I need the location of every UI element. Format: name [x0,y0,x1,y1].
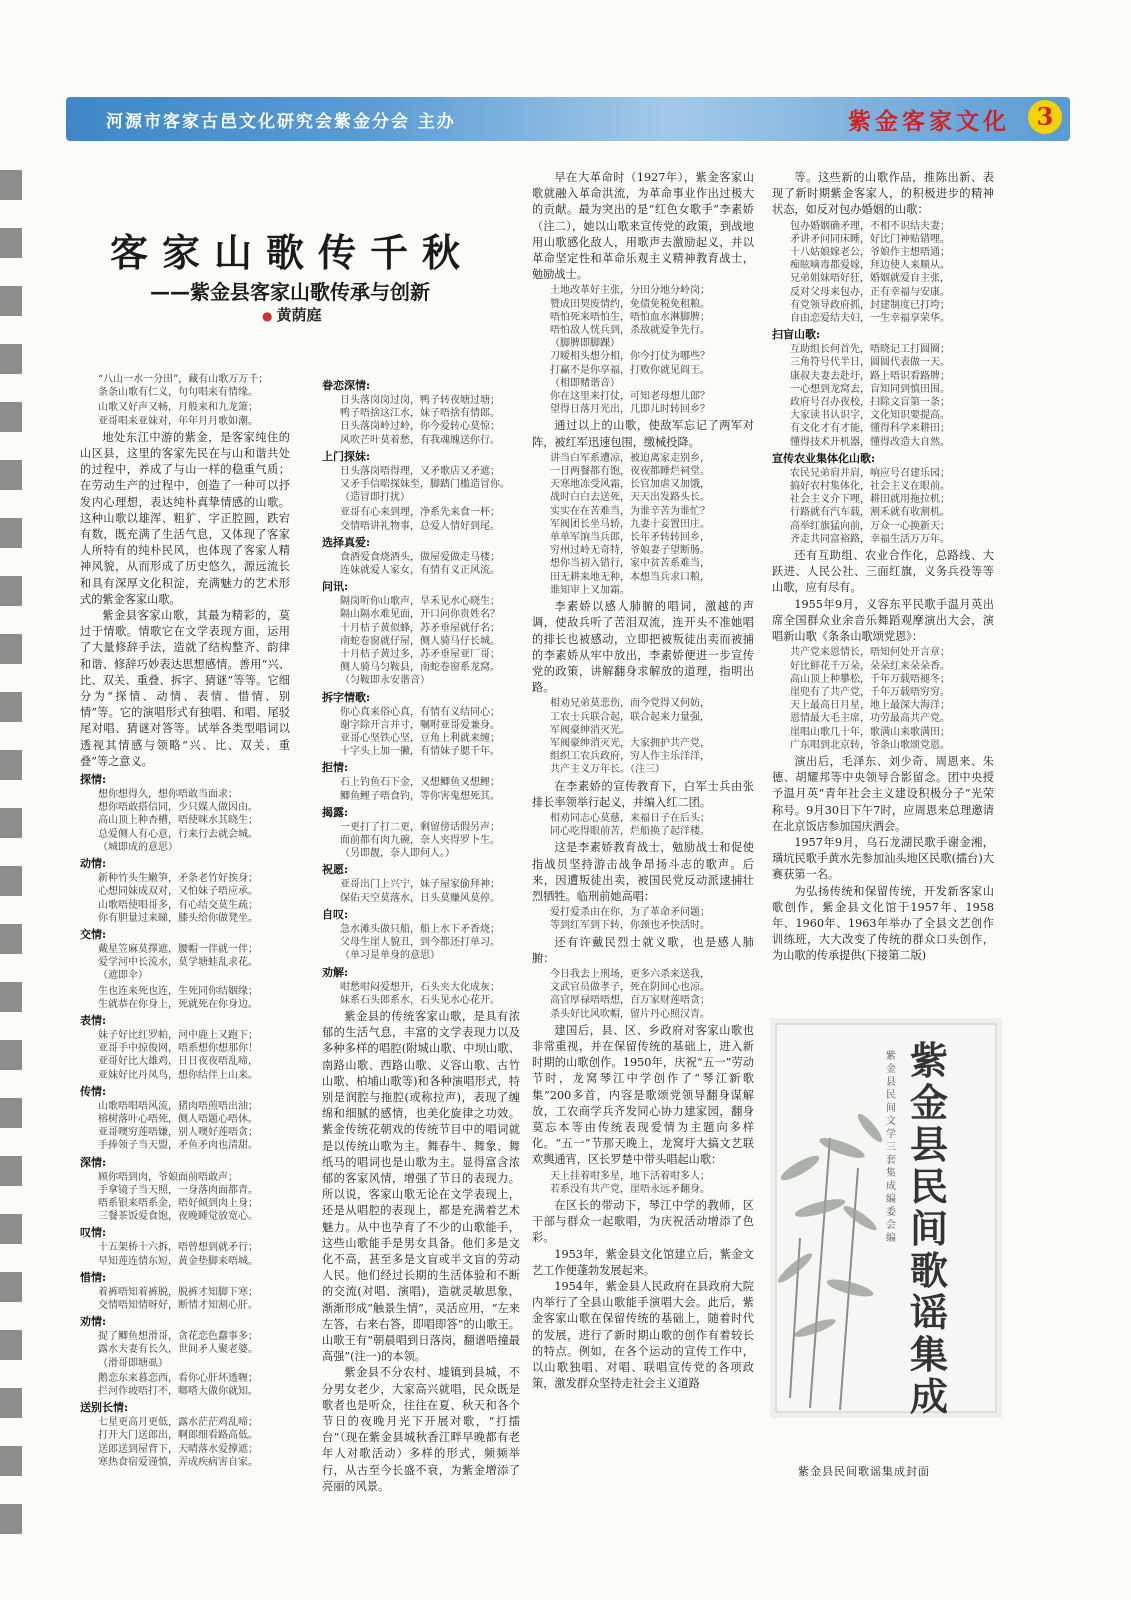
section-heading: 祝愿: [322,863,349,877]
section-heading: 自叹: [322,907,349,921]
cover-caption: 紫金县民间歌谣集成封面 [798,1465,930,1478]
text-column-2 [322,376,520,1495]
cover-title: 紫金县民间歌谣集成 [910,1038,949,1419]
paragraph: 紫金县的传统客家山歌，是具有浓郁的生活气息，丰富的文学表现力以及多种多样的唱腔(附城山歌、中坝山歌、南路山歌、西路山歌、义容山歌、古竹山歌、柏埔山歌等)和各种演唱形式，特别是润腔与拖腔(或称拉声)，表现了缠绵和细腻的感情，也美化旋律之功效。紫金传统花朝戏的传统节目中的唱词就是以传统山歌为主。舞春牛、舞象、舞纸马的唱词也是山歌为主。显得富含浓郁的客家风情，增强了节日的表现力。所以说，客家山歌无论在文学表现上，还是从唱腔的表现上，都是充满着艺术魅力。从中也孕育了不少的山歌能手，这些山歌能手是男女具备。他们多是文化不高，甚至多是文盲或半文盲的劳动人民。他们经过长期的生活体验和不断的交流(对唱、演唱)，造就灵敏思象，渐渐形成“触景生情”，灵活应用，“左来左答，右来右答，即唱即答”的山歌王。山歌王有“朝晨唱到日落岗，翻谱唔撞最高强”(注一)的本领。 [322,1009,520,1364]
paragraph: 1955年9月，义容东平民歌手温月英出席全国群众业余音乐舞蹈观摩演出大会，演唱新山歌《条条山歌颂党恩》： [772,597,994,644]
section-heading: 交情: [80,927,107,941]
section-heading: 眷恋深情: [322,379,371,392]
verse: 鹅恋东来暮恋西，看你心肝坏透喱； 拦河作坡唔打不，啷嗒大做你就知。 [98,1372,258,1397]
verse: 生也连来死也连，生死同你结姻缘； 生就恭在你身上，死就死在你身边。 [98,985,258,1010]
verse: 土地改革好主张，分田分地分岭岗； 赞成田契废情约，免债免税免租粮。 唔怕死来唔怕生，唔怕血水淋脚脾； 唔怕敌人恍兵到，杀敌就爱争先行。 （脚脾即脚踝） 刀嗳相头想分相，你今打仗为哪些？ 打赢不是你享福，打败你就见阎王。 （相即赌谐音） 你在这里来打仗，可知老母想儿郎？ 望得日落月光出，几即儿时转回乡？ [550,285,710,416]
verse: 你心真来俗心真，有情有义结同心； 谢字除开言并寸，嘱咐亚哥爱兼身。 亚哥心坚铁心坚，豆角上利就来缠； 十字头上加一撇，有情妹子腮千年。 [340,706,500,758]
section-heading: 叹情: [80,1226,107,1240]
header-section-title: 紫金客家文化 [848,108,1010,135]
paragraph: 在李素娇的宣传教育下，白军士兵由张排长率领举行起义，并编入红二团。 [532,779,754,809]
verse: 亚哥出门上兴宁，妹子屋家偷拜神； 保佑天空莫落水，日头莫赚风莫停。 [340,879,500,904]
author-name: 黄荫庭 [276,306,322,324]
section-heading: 宣传农业集体化山歌: [772,451,876,465]
article-author [262,304,322,325]
verse: 着裤唔知着裤脱，脱裤才知脚下寒； 交情唔知情呀好，断情才知割心肝。 [98,1286,258,1311]
paragraph: 通过以上的山歌，使敌军忘记了两军对阵，被红军迅速包围，缴械投降。 [532,419,754,449]
verse: “八山一水一分田”，藏有山歌万万千； 条条山歌有仁义，句句唱来有情缘。 [98,374,269,399]
text-column-3 [532,170,754,1392]
paragraph: 地处东江中游的紫金，是客家纯住的山区县，这里的客家先民在与山和谐共处的过程中，养成了与山一样的稳重气质；在劳动生产的过程中，创造了一种可以抒发内心理想，表达纯朴真挚情感的山歌。这种山歌以雄浑、粗犷、字正腔圆，跌宕有数，既充满了生活气息，又体现了客家人所特有的纯朴民风，也体现了客家人精神风貌，从而形成了历史悠久，源远流长和具有深厚文化积淀，充满魅力的艺术形式的紫金客家山歌。 [80,430,290,606]
verse: 相劝兄弟莫悲伤，而今党得又何妨， 工农士兵联合起，联合起来力量强， 军阀豪绅消灭光。 军阀豪绅消灭光，大家拥护共产党， 组织工农兵政府，穷人作主乐洋洋， 共产主义万年长。（注三） [550,698,710,776]
verse: 日头落岗唔得理，又矛歌店又矛遮； 又矛手信啱探妹至，脚踏门槛造冒你。 （造冒即打扰） [340,465,510,504]
verse: 隔岗听你山歌声，旱禾见水心晓生； 隔山隔水难见面，开口问你贵姓名？ 十月桔子黄似蜂，苏矛垂屋就仔名； 南蛇卷窗就仔屋，侧人骑马仔长城。 十月桔子黄过多，苏矛垂屋亚厂哥； 侧人骑马匀鞍县，南蛇卷窗系龙窝。 （匀鞍即永安谐音） [340,596,500,687]
bullet-icon: ● [262,309,273,323]
verse: 互助组长何首先，唔晓记工打圆圈； 三角符号代半日，圆圆代表做一天。 康叔夫妻去赴圩，路上唔识看路牌； 一心想到龙窝去，盲知同到慎田围。 政府号召办夜校，扫除文盲第一条； 大家读书认识字，文化知识要提高。 有文化才有才能，懂得科学来耕田； 懂得技术开机器，懂得改造大自然。 [790,344,950,448]
verse: 天上挂着咁多星，地下活着咁多人； 若系没有共产党，崖唔永远矛翻身。 [550,1170,710,1195]
paragraph: 为弘扬传统和保留传统，开发新客家山歌创作，紫金县文化馆于1957年、1958年、1960年、1963年举办了全县文艺创作训练班，大大改变了传统的群众口头创作，为山歌的传承提供(下接第二版) [772,884,994,963]
section-heading: 选择真爱: [322,535,371,549]
section-heading: 动情: [80,857,107,871]
paragraph: 演出后，毛泽东、刘少奇、周恩来、朱德、胡耀邦等中央领导合影留念。团中央授予温月英“青年社会主义建设积极分子”光荣称号。9月30日下午7时，应周恩来总理邀请在北京饭店参加国庆酒会。 [772,754,994,833]
paragraph: 这是李素娇教育战士，勉励战士和促使指战员坚持游击战争昂扬斗志的歌声。后来，因遭叛徒出卖，被国民党反动派逮捕壮烈牺牲。临刑前她高唱： [532,841,754,903]
text-column-4 [772,170,994,965]
section-heading: 扫盲山歌: [772,328,821,342]
verse: 包办婚姻确矛理，不相不识结夫妻； 矛讲矛问同床睡，好比门神贴错哩。 十八姑娘嫁老公，爷娘作主想唔通； 痴眩嘀毒都爱嫁，拜边使人来顺从。 兄弟姐妹唔好狂，婚姻就爱自主张， 反对父母来包办，正有幸福与安康。 有党领导政府抓，封建制度已打垮； 自由恋爱结夫妇，一生幸福享荣华。 [790,220,950,325]
paragraph: 还有许戴民烈士就义歌，也是感人肺腑： [532,935,754,965]
verse: 食酒爱食烧酒头，做屋爱做走马楼； 连妹就爱人家女，有情有义正风流。 [340,551,500,577]
verse: 一更打了打二更，剩留傍话假另声； 面前都有肉九碗，奈人夹得罗卜生。 （另即靓，奈人即何人。） [340,821,500,860]
section-heading: 送别长情: [80,1401,129,1415]
section-heading: 劝情: [80,1315,107,1329]
verse: 爱打爱杀由在你，为了革命矛问题； 等到红军到下转，你颈也矛快活时。 [550,907,710,932]
section-heading: 拆字情歌: [322,690,371,704]
verse: 日头落岗岗过岗，鸭子转夜塘过塘； 鸭子唔捨这江水，妹子唔捨有情郎。 日头落岗岭过岭，你今爱转心莫惊； 风吹芒叶莫着愁，有我魂魄送你行。 [340,395,500,446]
verse: 农民兄弟肩并肩，响应号召建乐园； 搞好农村集体化，社会主义在眼前。 社会主义介下哩，耕田就用拖拉机； 行路就有汽车载，割禾就有收割机。 高举红旗猛向前，万众一心换新天； 齐走共同富裕路，幸福生活万万年。 [790,467,950,545]
verse: 急水滩头做只船，船上水下矛香烧； 父母生崖人貌丑，到今都还打单习。 （单习是单身的意思） [340,923,500,962]
verse: 捉了鲫鱼想滑哥，贪花恋色蠢事多； 露水夫妻有长久，世间矛人聚老婆。 （滑哥即塘虱） [98,1331,258,1369]
header-publisher: 河源市客家古邑文化研究会紫金分会 主办 [106,112,456,132]
section-heading: 探情: [80,773,107,787]
cover-side-text: 紫金县民间文学三套集成编委会编 [886,1051,896,1244]
section-heading: 问讯: [322,580,349,594]
left-edge-bleed [0,170,22,1550]
paragraph: 李素娇以感人肺腑的唱词，激越的声调，使敌兵听了苦泪双流，连开头不准她唱的排长也被感动，立即把被叛徒出卖而被捕的李素娇从牢中放出，李素娇便进一步宣传党的政策，讲解翻身求解放的道理，指明出路。 [532,600,754,695]
page-header-bar [66,97,1070,141]
verse: 今日我去上刑场，更多六杀来送我， 文武官员做孝子，死在阴间心也凉。 高官厚禄唔唔想，百万家财莲唔贪； 杀头好比风吹帽，留片丹心照汉青。 [550,968,710,1020]
section-heading: 深情: [80,1155,107,1169]
paragraph: 1953年，紫金县文化馆建立后，紫金文艺工作便蓬勃发展起来。 [532,1247,754,1277]
verse: 戴星笠麻莫擇遮，腰帽一伴就一伴； 爱学河中长流水，莫学塘蛙乱求花。 （遮即伞） [98,943,258,982]
article-subtitle: ——紫金县客家山歌传承与创新 [150,280,430,304]
article-title: 客家山歌传千秋 [110,230,475,275]
paragraph: 在区长的带动下，琴江中学的教师，区干部与群众一起歌唱，为庆祝活动增添了色彩。 [532,1199,754,1245]
page-number-badge: 3 [1028,100,1062,134]
verse: 顾你唔到肉，爷娘面前唔敢声； 手拿镜子当天照，一身落肉面都青。 唔系银来唔系金，唔好倾到肉上身； 三餐茶饭爱食饱，夜晚睡觉放宽心。 [98,1171,258,1223]
verse: 咁愁咁闷爱想开，石头夹大化成灰； 妹系石头郎系水，石头见水心花开。 [340,981,500,1006]
paragraph: 1957年9月，乌石龙湖民歌手谢金湘，璜坑民歌手黄水先参加汕头地区民歌(擂台)大赛获第一名。 [772,835,994,882]
section-heading: 传情: [80,1084,107,1098]
verse: 想你想得久，想你唔敢当面求； 想你唔敢搭信同，少只媒人做因由。 高山顶上种杏槽，唔使咪水其晓生； 总爱侧人有心意，行来行去就会城。 （城即成的意思） [98,789,258,853]
section-heading: 惜情: [80,1270,107,1284]
verse: 相劝同志心莫慈，来福日子在后头； 同心吃得眼前苦，烂船换了起洋楼。 [550,812,710,838]
paragraph: 紫金县不分农村、墟镇到县城，不分男女老少，大家高兴就唱，民众既是歌者也是听众，往往在夏、秋天和各个节日的夜晚月光下开展对歌，“打擂台”（现在紫金县城秋香江畔早晚都有老年人对歌活动）多样的形式，频频举行，从古至今长盛不衰，为紫金增添了亮丽的风景。 [322,1366,520,1493]
section-heading: 上门探妹: [322,449,371,463]
paragraph: 紫金县客家山歌，其最为精彩的，莫过于情歌。情歌它在文学表现方面，运用了大量修辞手法，造就了结构整齐、韵律和谐、修辞巧妙表达思想感情。善用“兴、比、双关、重叠、拆字、猜谜”等等。它细分为“探情、动情、表情、惜情、别情”等。它的演唱形式有独唱、和唱、尾驳尾对唱、猜谜对答等。试举各类型唱词以透视其情感与领略“兴、比、双关、重叠”等之意义。 [80,609,290,768]
paragraph: 还有互助组、农业合作化，总路线、大跃进、人民公社、三面红旗，义务兵役等等山歌，应有尽有。 [772,549,994,595]
paragraph: 建国后，县、区、乡政府对客家山歌也非常重视，并在保留传统的基础上，进入新时期的山歌创作。1950年，庆祝“五一”劳动节时，龙窝琴江中学创作了“琴江新歌集”200多首，内容是歌颂党领导翻身谋解放，工农商学兵齐发同心协力建家园，翻身莫忘本等由传统表现爱情为主题向多样化。“五一”节那天晚上，龙窝圩大搞文艺联欢舆通宵，区长罗楚中带头唱起山歌： [532,1023,754,1167]
verse: 七星更高月更低，露水茫茫鸡乱啼； 打开大门送郎出，啊郎细看路高低。 送郎送到屋背下，天晴落水爱撑遮； 寒热食宿爱谨慎，弄成疾病害自家。 [98,1417,258,1468]
verse: 共产党来恩情长，唔知何处开言章； 好比鲜花千万朵，朵朵红来朵朵香。 高山顶上种攀松，千年万载唔褪冬； 崖兜有了共产党，千年万载唔穷穷。 天上最高日月星，地上最深大海洋； 恩情最大毛主席，功劳最高共产党。 崖唱山歌几十年，歌满山来歌满田； 广东唱到北京转，爷条山歌颂党恩。 [790,647,950,751]
verse: 亚哥有心来到埋，净系先来食一杯； 交情唔讲礼物事，总爱人情好到尾。 [340,507,500,532]
verse: 山歌又好声又畅，月般来和九龙箫； 亚哥唱来亚妹对，年年月月歌如潮。 [98,402,258,427]
paragraph: 1954年，紫金县人民政府在县政府大院内举行了全县山歌能手演唱大会。此后，紫金客家山歌在保留传统的基础上，随着时代的发展，进行了新时期山歌的创作有着较长的特点。例如，在各个运动的宣传工作中，以山歌独唱、对唱、联唱宣传党的各项政策，激发群众坚持走社会主义道路 [532,1280,754,1391]
verse: 山歌唔唱唔风流，猪肉唔煎唔出油； 榕树落叶心唔死，侧人唔题心唔休。 亚哥噢穷莲唔嫌，别人噢好莲唔贪； 手捧领子当天盟，矛鱼矛肉也清甜。 [98,1100,258,1152]
paragraph: 早在大革命时（1927年），紫金客家山歌就融入革命洪流，为革命事业作出过极大的贡献。最为突出的是“红色女歌手”李素娇（注二），她以山歌来宣传党的政策，到战地用山歌感化敌人，用歌声去激励起义，并以革命坚定性和革命乐观主义精神教育战士，勉励战士。 [532,171,754,282]
paragraph: 等。这些新的山歌作品，推陈出新、表现了新时期紫金客家人，的积极进步的精神状态，如反对包办婚姻的山歌： [772,171,994,217]
verse: 讲当白军系遭凉，被迫离家走别乡， 一日两餐都冇饱，夜夜都睡烂祠堂。 天寒地冻受风霜，长官加虐又加饿， 战时白白去送死，天天出发路头长。 实实在在苦难当，为谁辛苦为谁忙？ 军阀团长坐马轿，九妻十妾置田庄。 单单军饷当兵郎，长年矛转转回乡， 穷州过岭无奇特，爷娘妻子望断肠。 想你当初入错行，家中贫苦系难当， 田无耕来地无种，本想当兵求口粮， 谁知审上又加霜。 [550,452,710,596]
verse: 十五架桥十六拆，唔曾想到就矛行； 早知莲连情东短，黄金垫脚来唔城。 [98,1242,258,1267]
verse: 妹子好比红罗帕，河中鹿上又跑下； 亚哥手中掠俊网，唔系想你想那你！ 亚哥好比大雄鸡，日日夜夜唔乱啼， 亚妹好比丹凤鸟，想你结伴上山来。 [98,1029,258,1081]
verse: 石上钓鱼石下金，又想鲫鱼又想鲤； 鲫鱼鲤子唔食钓，等你害鬼想死其。 [340,777,500,802]
section-heading: 揭露: [322,805,349,819]
verse: 新种竹头生嫩笋，矛条老竹好挨身； 心想同妹成双对，又怕妹子唔应承。 山歌唔使唱哥多，有心结交莫生疏； 你有胆量过来睇，膝头给你做凳坐。 [98,873,258,924]
section-heading: 表情: [80,1013,107,1027]
section-heading: 拒情: [322,761,349,775]
text-column-1 [80,372,290,1471]
section-heading: 劝解: [322,965,349,979]
